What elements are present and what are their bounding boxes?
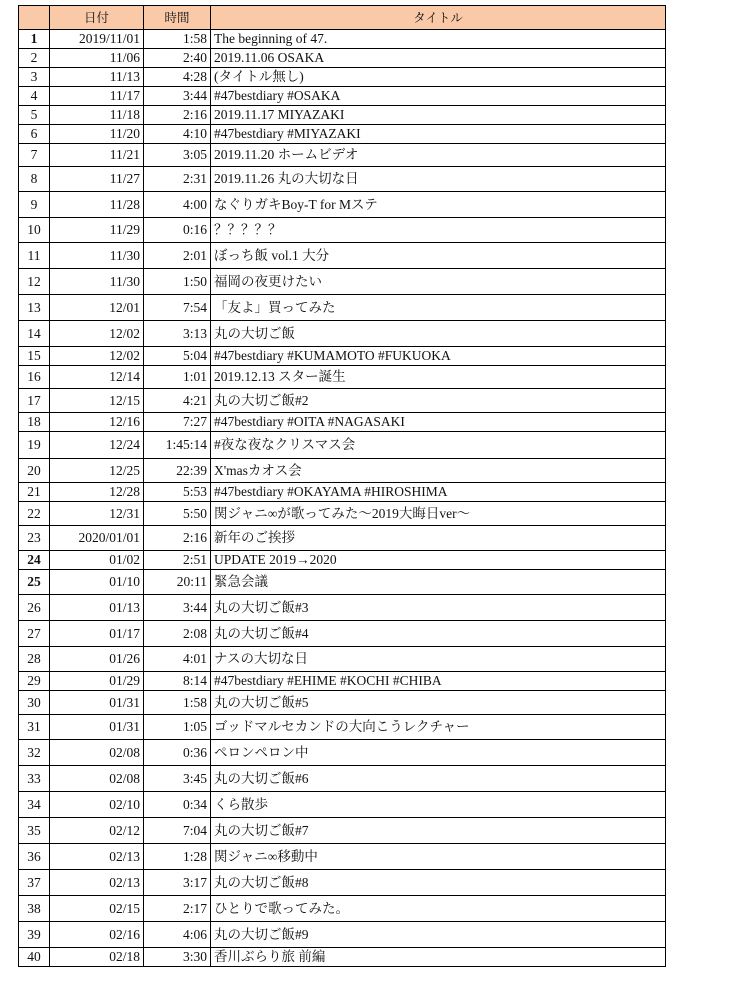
row-time: 3:05 (144, 144, 211, 167)
header-time: 時間 (144, 6, 211, 30)
row-time: 4:28 (144, 68, 211, 87)
row-date: 11/29 (50, 218, 144, 243)
table-row (19, 715, 666, 740)
table-row (19, 502, 666, 526)
row-title: 2019.12.13 スター誕生 (211, 366, 666, 389)
row-time: 3:45 (144, 766, 211, 792)
row-time: 2:08 (144, 621, 211, 647)
table-row (19, 144, 666, 167)
row-number: 2 (19, 49, 50, 68)
row-title: 丸の大切ご飯#6 (211, 766, 666, 792)
row-time: 2:31 (144, 167, 211, 192)
table-row (19, 167, 666, 192)
row-date: 12/24 (50, 432, 144, 459)
row-title: #47bestdiary #OKAYAMA #HIROSHIMA (211, 483, 666, 502)
row-time: 8:14 (144, 672, 211, 691)
row-number: 40 (19, 948, 50, 967)
row-date: 02/12 (50, 818, 144, 844)
row-title: 丸の大切ご飯#8 (211, 870, 666, 896)
row-time: 4:10 (144, 125, 211, 144)
table-row (19, 896, 666, 922)
row-number: 24 (19, 551, 50, 570)
row-time: 0:34 (144, 792, 211, 818)
row-time: 2:17 (144, 896, 211, 922)
table-row (19, 87, 666, 106)
row-title: 緊急会議 (211, 570, 666, 595)
row-date: 12/16 (50, 413, 144, 432)
row-time: 1:58 (144, 691, 211, 715)
row-title: ペロンペロン中 (211, 740, 666, 766)
row-time: 3:44 (144, 87, 211, 106)
row-number: 32 (19, 740, 50, 766)
row-time: 20:11 (144, 570, 211, 595)
row-title: #47bestdiary #MIYAZAKI (211, 125, 666, 144)
table-row (19, 459, 666, 483)
table-row (19, 870, 666, 896)
row-number: 29 (19, 672, 50, 691)
row-title: 「友よ」買ってみた (211, 295, 666, 321)
row-title: 関ジャニ∞が歌ってみた〜2019大晦日ver〜 (211, 502, 666, 526)
row-time: 0:16 (144, 218, 211, 243)
row-time: 5:04 (144, 347, 211, 366)
row-number: 6 (19, 125, 50, 144)
table-row (19, 125, 666, 144)
row-number: 16 (19, 366, 50, 389)
row-title: ぼっち飯 vol.1 大分 (211, 243, 666, 269)
row-number: 1 (19, 30, 50, 49)
row-title: 新年のご挨拶 (211, 526, 666, 551)
row-date: 02/16 (50, 922, 144, 948)
row-date: 2020/01/01 (50, 526, 144, 551)
row-number: 30 (19, 691, 50, 715)
row-number: 19 (19, 432, 50, 459)
row-number: 28 (19, 647, 50, 672)
row-title: ナスの大切な日 (211, 647, 666, 672)
table-row (19, 792, 666, 818)
row-date: 12/02 (50, 321, 144, 347)
row-title: ひとりで歌ってみた。 (211, 896, 666, 922)
row-date: 01/26 (50, 647, 144, 672)
row-number: 15 (19, 347, 50, 366)
header-row (19, 6, 666, 30)
row-time: 7:27 (144, 413, 211, 432)
row-number: 11 (19, 243, 50, 269)
row-time: 1:45:14 (144, 432, 211, 459)
row-time: 1:28 (144, 844, 211, 870)
row-date: 02/18 (50, 948, 144, 967)
row-time: 1:50 (144, 269, 211, 295)
row-date: 02/13 (50, 844, 144, 870)
row-number: 23 (19, 526, 50, 551)
row-title: UPDATE 2019→2020 (211, 551, 666, 570)
row-date: 02/13 (50, 870, 144, 896)
row-time: 7:54 (144, 295, 211, 321)
row-date: 11/17 (50, 87, 144, 106)
row-time: 4:01 (144, 647, 211, 672)
row-date: 01/10 (50, 570, 144, 595)
row-number: 39 (19, 922, 50, 948)
row-number: 5 (19, 106, 50, 125)
table-row (19, 647, 666, 672)
row-number: 12 (19, 269, 50, 295)
row-number: 22 (19, 502, 50, 526)
row-title: ゴッドマルセカンドの大向こうレクチャー (211, 715, 666, 740)
row-date: 02/10 (50, 792, 144, 818)
row-title: 丸の大切ご飯#5 (211, 691, 666, 715)
row-title: (タイトル無し) (211, 68, 666, 87)
table-row (19, 818, 666, 844)
table-row (19, 347, 666, 366)
table-body (19, 30, 666, 967)
row-date: 12/25 (50, 459, 144, 483)
row-number: 27 (19, 621, 50, 647)
table-row (19, 413, 666, 432)
row-date: 02/08 (50, 766, 144, 792)
table-row (19, 483, 666, 502)
row-number: 21 (19, 483, 50, 502)
row-date: 02/15 (50, 896, 144, 922)
row-number: 8 (19, 167, 50, 192)
episode-table (18, 5, 666, 967)
row-number: 20 (19, 459, 50, 483)
row-title: ？？？？？ (211, 218, 666, 243)
row-title: 丸の大切ご飯#3 (211, 595, 666, 621)
row-number: 17 (19, 389, 50, 413)
row-time: 1:05 (144, 715, 211, 740)
header-num (19, 6, 50, 30)
table-row (19, 691, 666, 715)
row-time: 1:58 (144, 30, 211, 49)
header-title: タイトル (211, 6, 666, 30)
row-time: 2:40 (144, 49, 211, 68)
row-title: #47bestdiary #EHIME #KOCHI #CHIBA (211, 672, 666, 691)
row-date: 11/18 (50, 106, 144, 125)
row-title: 2019.11.17 MIYAZAKI (211, 106, 666, 125)
row-title: X'masカオス会 (211, 459, 666, 483)
table-row (19, 570, 666, 595)
row-date: 11/30 (50, 269, 144, 295)
table-row (19, 192, 666, 218)
row-number: 10 (19, 218, 50, 243)
row-number: 14 (19, 321, 50, 347)
table-row (19, 295, 666, 321)
row-title: くら散歩 (211, 792, 666, 818)
row-time: 2:16 (144, 106, 211, 125)
row-time: 4:21 (144, 389, 211, 413)
row-date: 11/06 (50, 49, 144, 68)
table-row (19, 766, 666, 792)
row-number: 4 (19, 87, 50, 106)
row-number: 33 (19, 766, 50, 792)
row-title: 香川ぶらり旅 前編 (211, 948, 666, 967)
row-date: 11/13 (50, 68, 144, 87)
row-date: 11/30 (50, 243, 144, 269)
row-date: 01/29 (50, 672, 144, 691)
row-number: 25 (19, 570, 50, 595)
header-date: 日付 (50, 6, 144, 30)
row-date: 01/13 (50, 595, 144, 621)
row-time: 3:17 (144, 870, 211, 896)
row-date: 01/31 (50, 691, 144, 715)
table-row (19, 30, 666, 49)
table-row (19, 948, 666, 967)
row-title: 丸の大切ご飯#4 (211, 621, 666, 647)
row-date: 12/28 (50, 483, 144, 502)
table-row (19, 672, 666, 691)
row-date: 11/27 (50, 167, 144, 192)
row-date: 12/15 (50, 389, 144, 413)
row-date: 01/31 (50, 715, 144, 740)
row-title: 2019.11.06 OSAKA (211, 49, 666, 68)
row-time: 7:04 (144, 818, 211, 844)
row-number: 34 (19, 792, 50, 818)
row-date: 2019/11/01 (50, 30, 144, 49)
row-title: #47bestdiary #OSAKA (211, 87, 666, 106)
row-title: #47bestdiary #OITA #NAGASAKI (211, 413, 666, 432)
row-date: 12/14 (50, 366, 144, 389)
row-date: 11/20 (50, 125, 144, 144)
table-row (19, 243, 666, 269)
row-number: 18 (19, 413, 50, 432)
row-number: 26 (19, 595, 50, 621)
row-title: 2019.11.20 ホームビデオ (211, 144, 666, 167)
row-title: #47bestdiary #KUMAMOTO #FUKUOKA (211, 347, 666, 366)
table-row (19, 366, 666, 389)
row-time: 3:30 (144, 948, 211, 967)
row-title: 丸の大切ご飯#2 (211, 389, 666, 413)
row-time: 2:01 (144, 243, 211, 269)
row-date: 11/21 (50, 144, 144, 167)
row-number: 7 (19, 144, 50, 167)
row-number: 37 (19, 870, 50, 896)
row-time: 3:44 (144, 595, 211, 621)
row-title: なぐりガキBoy-T for Mステ (211, 192, 666, 218)
row-number: 35 (19, 818, 50, 844)
table-row (19, 68, 666, 87)
row-date: 12/31 (50, 502, 144, 526)
row-date: 12/02 (50, 347, 144, 366)
row-number: 3 (19, 68, 50, 87)
row-time: 22:39 (144, 459, 211, 483)
table-row (19, 621, 666, 647)
table-row (19, 526, 666, 551)
table-row (19, 551, 666, 570)
row-time: 4:06 (144, 922, 211, 948)
table-row (19, 922, 666, 948)
row-date: 01/02 (50, 551, 144, 570)
row-title: 2019.11.26 丸の大切な日 (211, 167, 666, 192)
row-date: 11/28 (50, 192, 144, 218)
row-title: #夜な夜なクリスマス会 (211, 432, 666, 459)
row-time: 2:16 (144, 526, 211, 551)
table-row (19, 740, 666, 766)
row-time: 1:01 (144, 366, 211, 389)
row-title: 関ジャニ∞移動中 (211, 844, 666, 870)
row-date: 12/01 (50, 295, 144, 321)
table-row (19, 106, 666, 125)
row-time: 4:00 (144, 192, 211, 218)
row-time: 0:36 (144, 740, 211, 766)
row-title: 丸の大切ご飯 (211, 321, 666, 347)
row-number: 36 (19, 844, 50, 870)
row-date: 02/08 (50, 740, 144, 766)
table-row (19, 269, 666, 295)
table-row (19, 49, 666, 68)
row-title: The beginning of 47. (211, 30, 666, 49)
row-time: 5:53 (144, 483, 211, 502)
row-time: 3:13 (144, 321, 211, 347)
row-number: 31 (19, 715, 50, 740)
table-row (19, 432, 666, 459)
table-row (19, 218, 666, 243)
row-number: 13 (19, 295, 50, 321)
row-title: 丸の大切ご飯#7 (211, 818, 666, 844)
table-row (19, 321, 666, 347)
row-number: 38 (19, 896, 50, 922)
table-row (19, 389, 666, 413)
table-header (19, 6, 666, 30)
row-time: 2:51 (144, 551, 211, 570)
row-time: 5:50 (144, 502, 211, 526)
table-row (19, 844, 666, 870)
row-title: 福岡の夜更けたい (211, 269, 666, 295)
row-date: 01/17 (50, 621, 144, 647)
row-number: 9 (19, 192, 50, 218)
table-row (19, 595, 666, 621)
row-title: 丸の大切ご飯#9 (211, 922, 666, 948)
